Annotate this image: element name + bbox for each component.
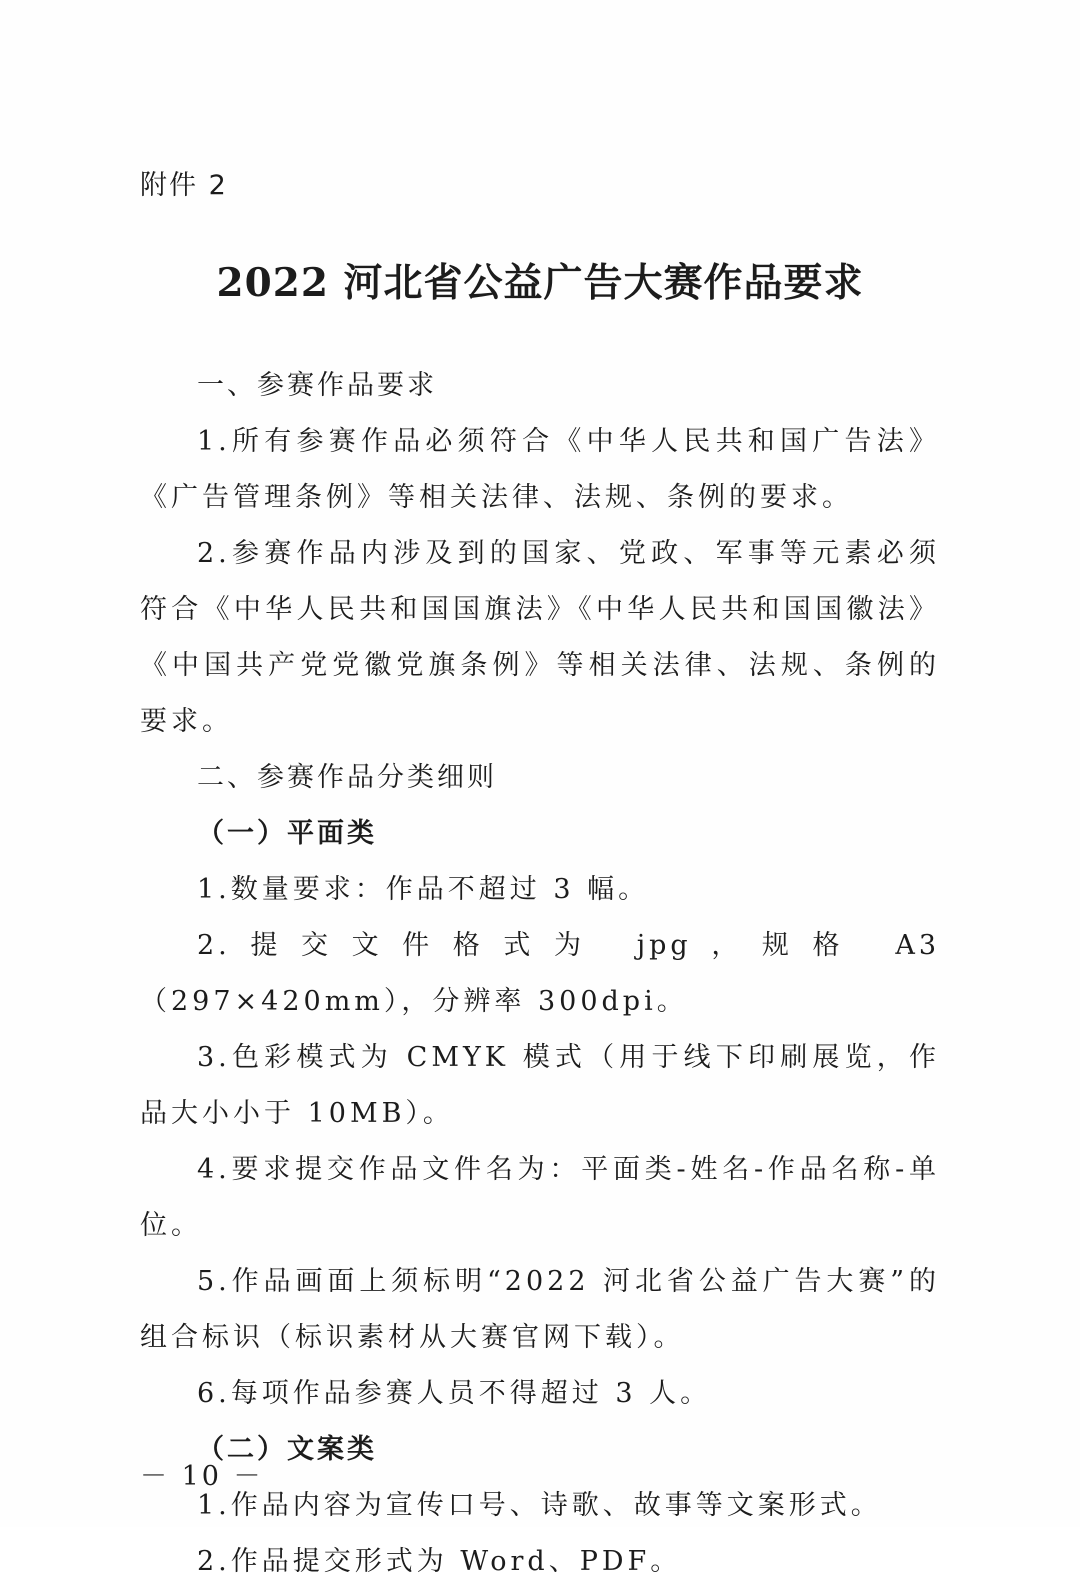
attachment-label: 附件 2: [140, 170, 228, 201]
section-heading: 一、参赛作品要求: [197, 370, 437, 401]
paragraph: 1.所有参赛作品必须符合《中华人民共和国广告法》《广告管理条例》等相关法律、法规、条例的要求。: [140, 426, 940, 513]
paragraph: 6.每项作品参赛人员不得超过 3 人。: [197, 1378, 712, 1409]
paragraph: 4.要求提交作品文件名为：平面类-姓名-作品名称-单位。: [140, 1154, 940, 1241]
paragraph: 1.作品内容为宣传口号、诗歌、故事等文案形式。: [197, 1490, 882, 1521]
paragraph: 2.作品提交形式为 Word、PDF。: [197, 1546, 682, 1577]
paragraph: 5.作品画面上须标明“2022 河北省公益广告大赛”的组合标识（标识素材从大赛官网下载）。: [140, 1266, 940, 1353]
document-body: [140, 358, 940, 1590]
document-title: 2022 河北省公益广告大赛作品要求: [216, 260, 864, 306]
paragraph: 1.数量要求：作品不超过 3 幅。: [197, 874, 650, 905]
page-number: － 10 －: [140, 1461, 264, 1492]
subsection-heading: （二）文案类: [197, 1434, 377, 1465]
paragraph: 2.参赛作品内涉及到的国家、党政、军事等元素必须符合《中华人民共和国国旗法》《中华人民共和国国徽法》《中国共产党党徽党旗条例》等相关法律、法规、条例的要求。: [140, 538, 940, 737]
section-heading: 二、参赛作品分类细则: [197, 762, 497, 793]
subsection-heading: （一）平面类: [197, 818, 377, 849]
paragraph: 2.提交文件格式为 jpg，规格 A3（297×420mm），分辨率 300dpi。: [140, 930, 940, 1017]
paragraph: 3.色彩模式为 CMYK 模式（用于线下印刷展览，作品大小小于 10MB）。: [140, 1042, 940, 1129]
